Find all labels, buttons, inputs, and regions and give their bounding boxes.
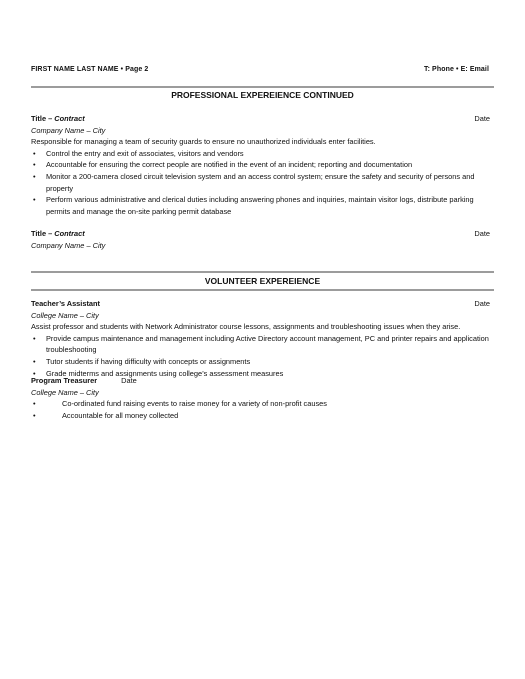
entry-company: College Name – City <box>31 310 99 320</box>
entry-bullets <box>31 333 490 379</box>
bullet-item: • Co-ordinated fund raising events to raise money for a variety of non-profit causes <box>31 398 490 410</box>
entry-date: Date <box>474 229 490 238</box>
entry-bullets <box>31 148 490 218</box>
header-name-page: FIRST NAME LAST NAME • Page 2 <box>31 66 149 73</box>
entry-date: Date <box>121 376 137 385</box>
entry-company: Company Name – City <box>31 240 106 250</box>
bullet-item: • Monitor a 200-camera closed circuit television system and an access control system; ensure the safety and security of persons and property <box>31 171 490 194</box>
entry-summary: Responsible for managing a team of security guards to ensure no unauthorized individuals enter facilities. <box>31 137 376 147</box>
entry-company: College Name – City <box>31 387 99 397</box>
bullet-item: • Accountable for ensuring the correct people are notified in the event of an incident; reporting and documentation <box>31 159 490 171</box>
entry-date: Date <box>474 114 490 123</box>
entry-title: Title – Contract <box>31 229 85 238</box>
entry-date: Date <box>474 299 490 308</box>
entry-company: Company Name – City <box>31 125 106 135</box>
section-divider <box>31 86 494 88</box>
bullet-item: • Perform various administrative and clerical duties including answering phones and inquiries, maintain visitor logs, distribute parking permits and manage the on-site parking permit database <box>31 194 490 217</box>
experience-entry <box>31 113 490 217</box>
volunteer-entry <box>31 375 490 421</box>
entry-bullets <box>31 398 490 421</box>
volunteer-entry <box>31 298 490 379</box>
bullet-item: • Tutor students if having difficulty with concepts or assignments <box>31 356 490 368</box>
bullet-item: • Control the entry and exit of associates, visitors and vendors <box>31 148 490 160</box>
bullet-item: • Provide campus maintenance and management including Active Directory account management, PC and printer repairs and application troubleshooting <box>31 333 490 356</box>
page-header <box>31 66 489 73</box>
bullet-item: • Accountable for all money collected <box>31 410 490 422</box>
header-contact: T: Phone • E: Email <box>423 66 489 73</box>
section-title-volunteer: VOLUNTEER EXPEREIENCE <box>204 276 321 286</box>
entry-title: Teacher’s Assistant <box>31 299 101 308</box>
section-divider <box>31 289 494 291</box>
section-divider <box>31 271 494 273</box>
entry-title: Program Treasurer <box>31 376 98 385</box>
section-title-professional: PROFESSIONAL EXPEREIENCE CONTINUED <box>171 90 354 100</box>
bullet-item: • Grade midterms and assignments using college’s assessment measures <box>31 368 490 380</box>
entry-title: Title – Contract <box>31 114 85 123</box>
entry-summary: Assist professor and students with Network Administrator course lessons, assignments and troubleshooting issues when they arise. <box>31 322 461 332</box>
experience-entry <box>31 228 490 251</box>
